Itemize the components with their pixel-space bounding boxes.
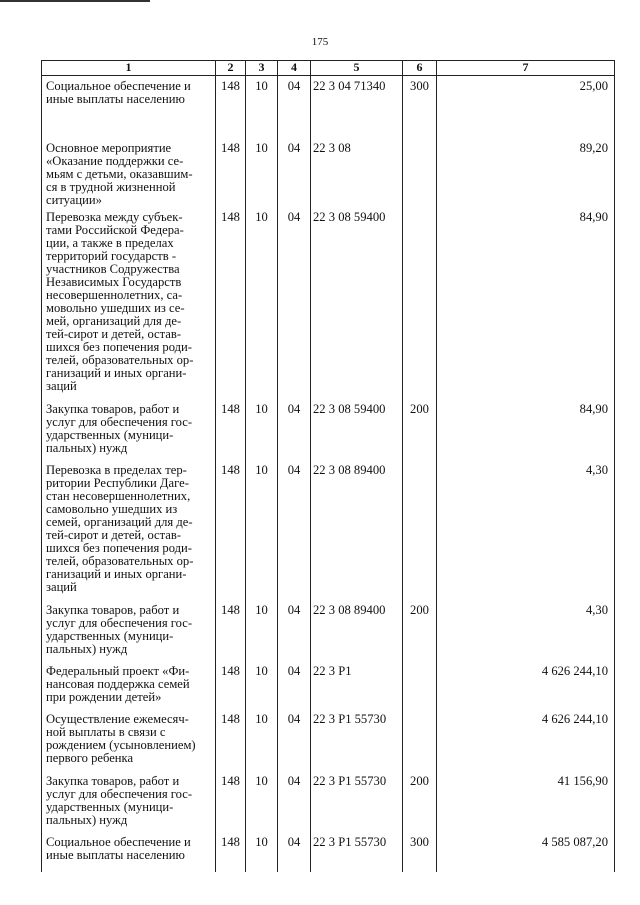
row-name-text: Социальное обеспечение и иные выплаты населению	[46, 79, 191, 106]
row-ministry-code: 148	[216, 460, 246, 600]
row-section-code: 10	[246, 207, 278, 399]
row-section-code: 10	[246, 76, 278, 139]
row-amount: 4,30	[437, 600, 615, 661]
table-row	[42, 460, 615, 600]
row-subsection-code: 04	[278, 771, 311, 832]
row-target-article: 22 3 P1 55730	[311, 709, 403, 771]
row-name	[42, 207, 216, 399]
row-target-article: 22 3 P1	[311, 661, 403, 709]
row-section-code: 10	[246, 460, 278, 600]
row-section-code: 10	[246, 832, 278, 872]
scan-edge-mark	[0, 0, 150, 2]
row-expense-type	[403, 460, 437, 600]
row-name-text: Федеральный проект «Фи- нансовая поддержка семей при рождении детей»	[46, 664, 190, 704]
row-target-article: 22 3 P1 55730	[311, 832, 403, 872]
row-amount: 41 156,90	[437, 771, 615, 832]
page-number: 175	[311, 36, 329, 48]
table-row	[42, 76, 615, 139]
budget-table	[41, 60, 615, 872]
table-row	[42, 832, 615, 872]
table-row	[42, 207, 615, 399]
row-ministry-code: 148	[216, 76, 246, 139]
row-expense-type	[403, 661, 437, 709]
row-subsection-code: 04	[278, 661, 311, 709]
row-subsection-code: 04	[278, 832, 311, 872]
row-name-text: Закупка товаров, работ и услуг для обеспечения гос- ударственных (муници- пальных) нужд	[46, 774, 193, 827]
row-ministry-code: 148	[216, 709, 246, 771]
row-name-text: Закупка товаров, работ и услуг для обеспечения гос- ударственных (муници- пальных) нужд	[46, 402, 193, 455]
row-amount: 4 585 087,20	[437, 832, 615, 872]
row-subsection-code: 04	[278, 399, 311, 460]
row-ministry-code: 148	[216, 138, 246, 207]
row-ministry-code: 148	[216, 661, 246, 709]
row-amount: 4,30	[437, 460, 615, 600]
column-header: 2	[216, 61, 246, 76]
row-expense-type: 200	[403, 600, 437, 661]
row-target-article: 22 3 08 59400	[311, 207, 403, 399]
row-expense-type: 300	[403, 76, 437, 139]
row-section-code: 10	[246, 138, 278, 207]
row-ministry-code: 148	[216, 832, 246, 872]
row-ministry-code: 148	[216, 600, 246, 661]
row-amount: 25,00	[437, 76, 615, 139]
table-row	[42, 399, 615, 460]
row-subsection-code: 04	[278, 138, 311, 207]
row-subsection-code: 04	[278, 76, 311, 139]
row-name-text: Закупка товаров, работ и услуг для обеспечения гос- ударственных (муници- пальных) нужд	[46, 603, 193, 656]
row-amount: 84,90	[437, 399, 615, 460]
column-header: 5	[311, 61, 403, 76]
row-ministry-code: 148	[216, 399, 246, 460]
table-row	[42, 771, 615, 832]
row-name-text: Перевозка в пределах тер- ритории Республики Даге- стан несовершеннолетних, самовольно ушедших из семей, организаций для де- тей-сирот и детей, остав- шихся без попечения роди- телей, образовательных ор- ганизаций и иных органи- заций	[46, 463, 194, 594]
column-header: 6	[403, 61, 437, 76]
row-amount: 4 626 244,10	[437, 709, 615, 771]
row-section-code: 10	[246, 661, 278, 709]
column-header: 3	[246, 61, 278, 76]
table-row	[42, 138, 615, 207]
table-row	[42, 600, 615, 661]
row-subsection-code: 04	[278, 600, 311, 661]
row-expense-type	[403, 138, 437, 207]
row-name	[42, 709, 216, 771]
row-name-text: Осуществление ежемесяч- ной выплаты в связи с рождением (усыновлением) первого ребенка	[46, 712, 196, 765]
row-section-code: 10	[246, 709, 278, 771]
table-row	[42, 709, 615, 771]
row-section-code: 10	[246, 771, 278, 832]
column-header: 7	[437, 61, 615, 76]
row-name	[42, 832, 216, 872]
row-name-text: Перевозка между субъек- тами Российской Федера- ции, а также в пределах территорий государств - участников Содружества Независимых Государств несовершеннолетних, са- мовольно ушедших из се- мей, организаций для де- тей-сирот и детей, остав- шихся без попечения роди- телей, образовательных ор- ганизаций и иных органи- заций	[46, 210, 194, 393]
table-row	[42, 661, 615, 709]
row-amount: 4 626 244,10	[437, 661, 615, 709]
row-target-article: 22 3 08 89400	[311, 460, 403, 600]
row-name	[42, 138, 216, 207]
column-header: 4	[278, 61, 311, 76]
row-amount: 84,90	[437, 207, 615, 399]
row-name	[42, 399, 216, 460]
row-section-code: 10	[246, 399, 278, 460]
row-name	[42, 600, 216, 661]
row-target-article: 22 3 08 89400	[311, 600, 403, 661]
row-subsection-code: 04	[278, 207, 311, 399]
row-target-article: 22 3 P1 55730	[311, 771, 403, 832]
row-expense-type: 200	[403, 771, 437, 832]
row-name	[42, 460, 216, 600]
row-target-article: 22 3 04 71340	[311, 76, 403, 139]
row-target-article: 22 3 08 59400	[311, 399, 403, 460]
row-subsection-code: 04	[278, 460, 311, 600]
row-name	[42, 771, 216, 832]
row-expense-type: 300	[403, 832, 437, 872]
row-subsection-code: 04	[278, 709, 311, 771]
row-expense-type	[403, 207, 437, 399]
table-header-row	[42, 61, 615, 76]
row-ministry-code: 148	[216, 771, 246, 832]
row-name-text: Социальное обеспечение и иные выплаты населению	[46, 835, 191, 862]
row-name-text: Основное мероприятие «Оказание поддержки се- мьям с детьми, оказавшим- ся в трудной жизненной ситуации»	[46, 141, 193, 207]
row-section-code: 10	[246, 600, 278, 661]
row-expense-type	[403, 709, 437, 771]
row-name	[42, 661, 216, 709]
row-target-article: 22 3 08	[311, 138, 403, 207]
row-expense-type: 200	[403, 399, 437, 460]
column-header: 1	[42, 61, 216, 76]
row-ministry-code: 148	[216, 207, 246, 399]
row-amount: 89,20	[437, 138, 615, 207]
row-name	[42, 76, 216, 139]
